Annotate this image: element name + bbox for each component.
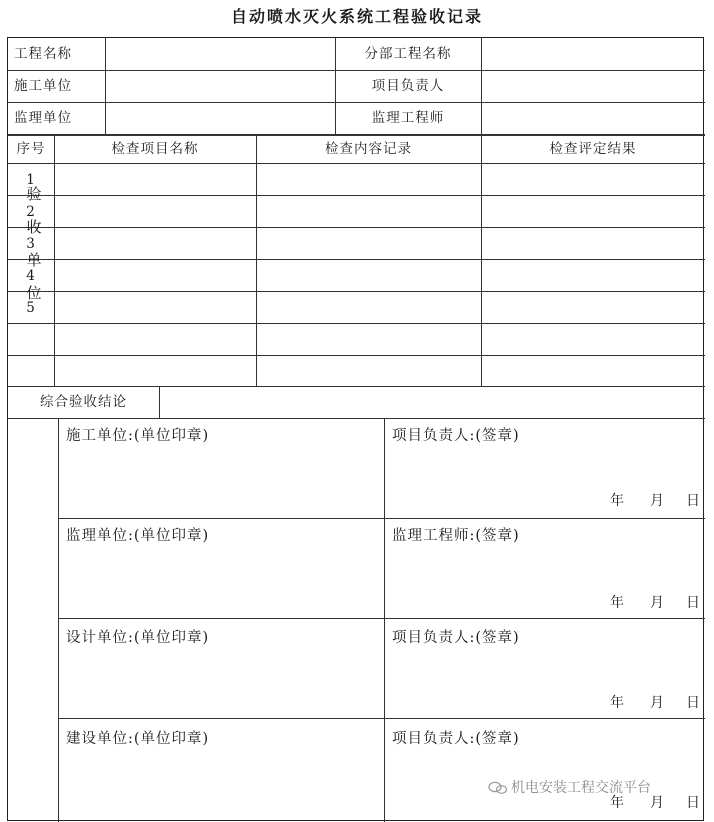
owner-unit-seal-label: 建设单位:(单位印章)	[66, 731, 210, 747]
construction-unit-value[interactable]	[108, 72, 332, 100]
row-number: 2	[26, 204, 36, 220]
acceptance-record-form: 工程名称 分部工程名称 施工单位 项目负责人 监理单位 监理工程师 序号 检查项目名称 检查内容记录 检查评定结果 1 2 3 4 5 综合验收结论 验 收 单 位 施工单位:(单位印章) 项目负责人:(签章) 年 月 日 监理单位:(单位印章) 监理工程师:(签章) 年 月 日 设计单位:(单位印章) 项目负责人:(签章) 年 月 日 建设单位:(单位印章) 项目负责人:(签章) 年 月 日	[7, 37, 704, 821]
supervision-unit-value[interactable]	[108, 104, 332, 132]
construction-unit-label: 施工单位	[14, 78, 72, 94]
col-header-record: 检查内容记录	[325, 141, 412, 157]
row-number: 3	[26, 236, 36, 252]
project-manager-value[interactable]	[484, 72, 700, 100]
col-header-result: 检查评定结果	[549, 141, 637, 157]
document-title: 自动喷水灭火系统工程验收记录	[230, 7, 483, 26]
supervision-unit-seal-label: 监理单位:(单位印章)	[66, 528, 210, 544]
wechat-icon	[488, 781, 508, 795]
col-header-no: 序号	[16, 141, 46, 157]
design-unit-seal-label: 设计单位:(单位印章)	[66, 630, 210, 646]
row-number: 5	[26, 300, 36, 316]
supervising-engineer-sign-label: 监理工程师:(签章)	[392, 528, 520, 544]
sub-project-name-label: 分部工程名称	[364, 46, 452, 62]
design-manager-sign-label: 项目负责人:(签章)	[392, 630, 520, 646]
watermark: 机电安装工程交流平台	[488, 777, 651, 797]
project-name-value[interactable]	[108, 40, 332, 68]
supervising-engineer-value[interactable]	[484, 104, 700, 132]
acceptance-units-label: 验 收 单 位	[26, 185, 42, 302]
project-manager-label: 项目负责人	[371, 78, 445, 94]
project-name-label: 工程名称	[14, 46, 72, 62]
comprehensive-conclusion-value[interactable]	[162, 388, 702, 416]
supervising-engineer-label: 监理工程师	[371, 110, 445, 126]
row-number: 1	[26, 172, 36, 188]
owner-manager-sign-label: 项目负责人:(签章)	[392, 731, 520, 747]
supervision-unit-label: 监理单位	[14, 110, 72, 126]
col-header-item: 检查项目名称	[111, 141, 199, 157]
comprehensive-conclusion-label: 综合验收结论	[40, 394, 127, 410]
sub-project-name-value[interactable]	[484, 40, 700, 68]
construction-unit-seal-label: 施工单位:(单位印章)	[66, 428, 210, 444]
row-number: 4	[26, 268, 36, 284]
construction-manager-sign-label: 项目负责人:(签章)	[392, 428, 520, 444]
